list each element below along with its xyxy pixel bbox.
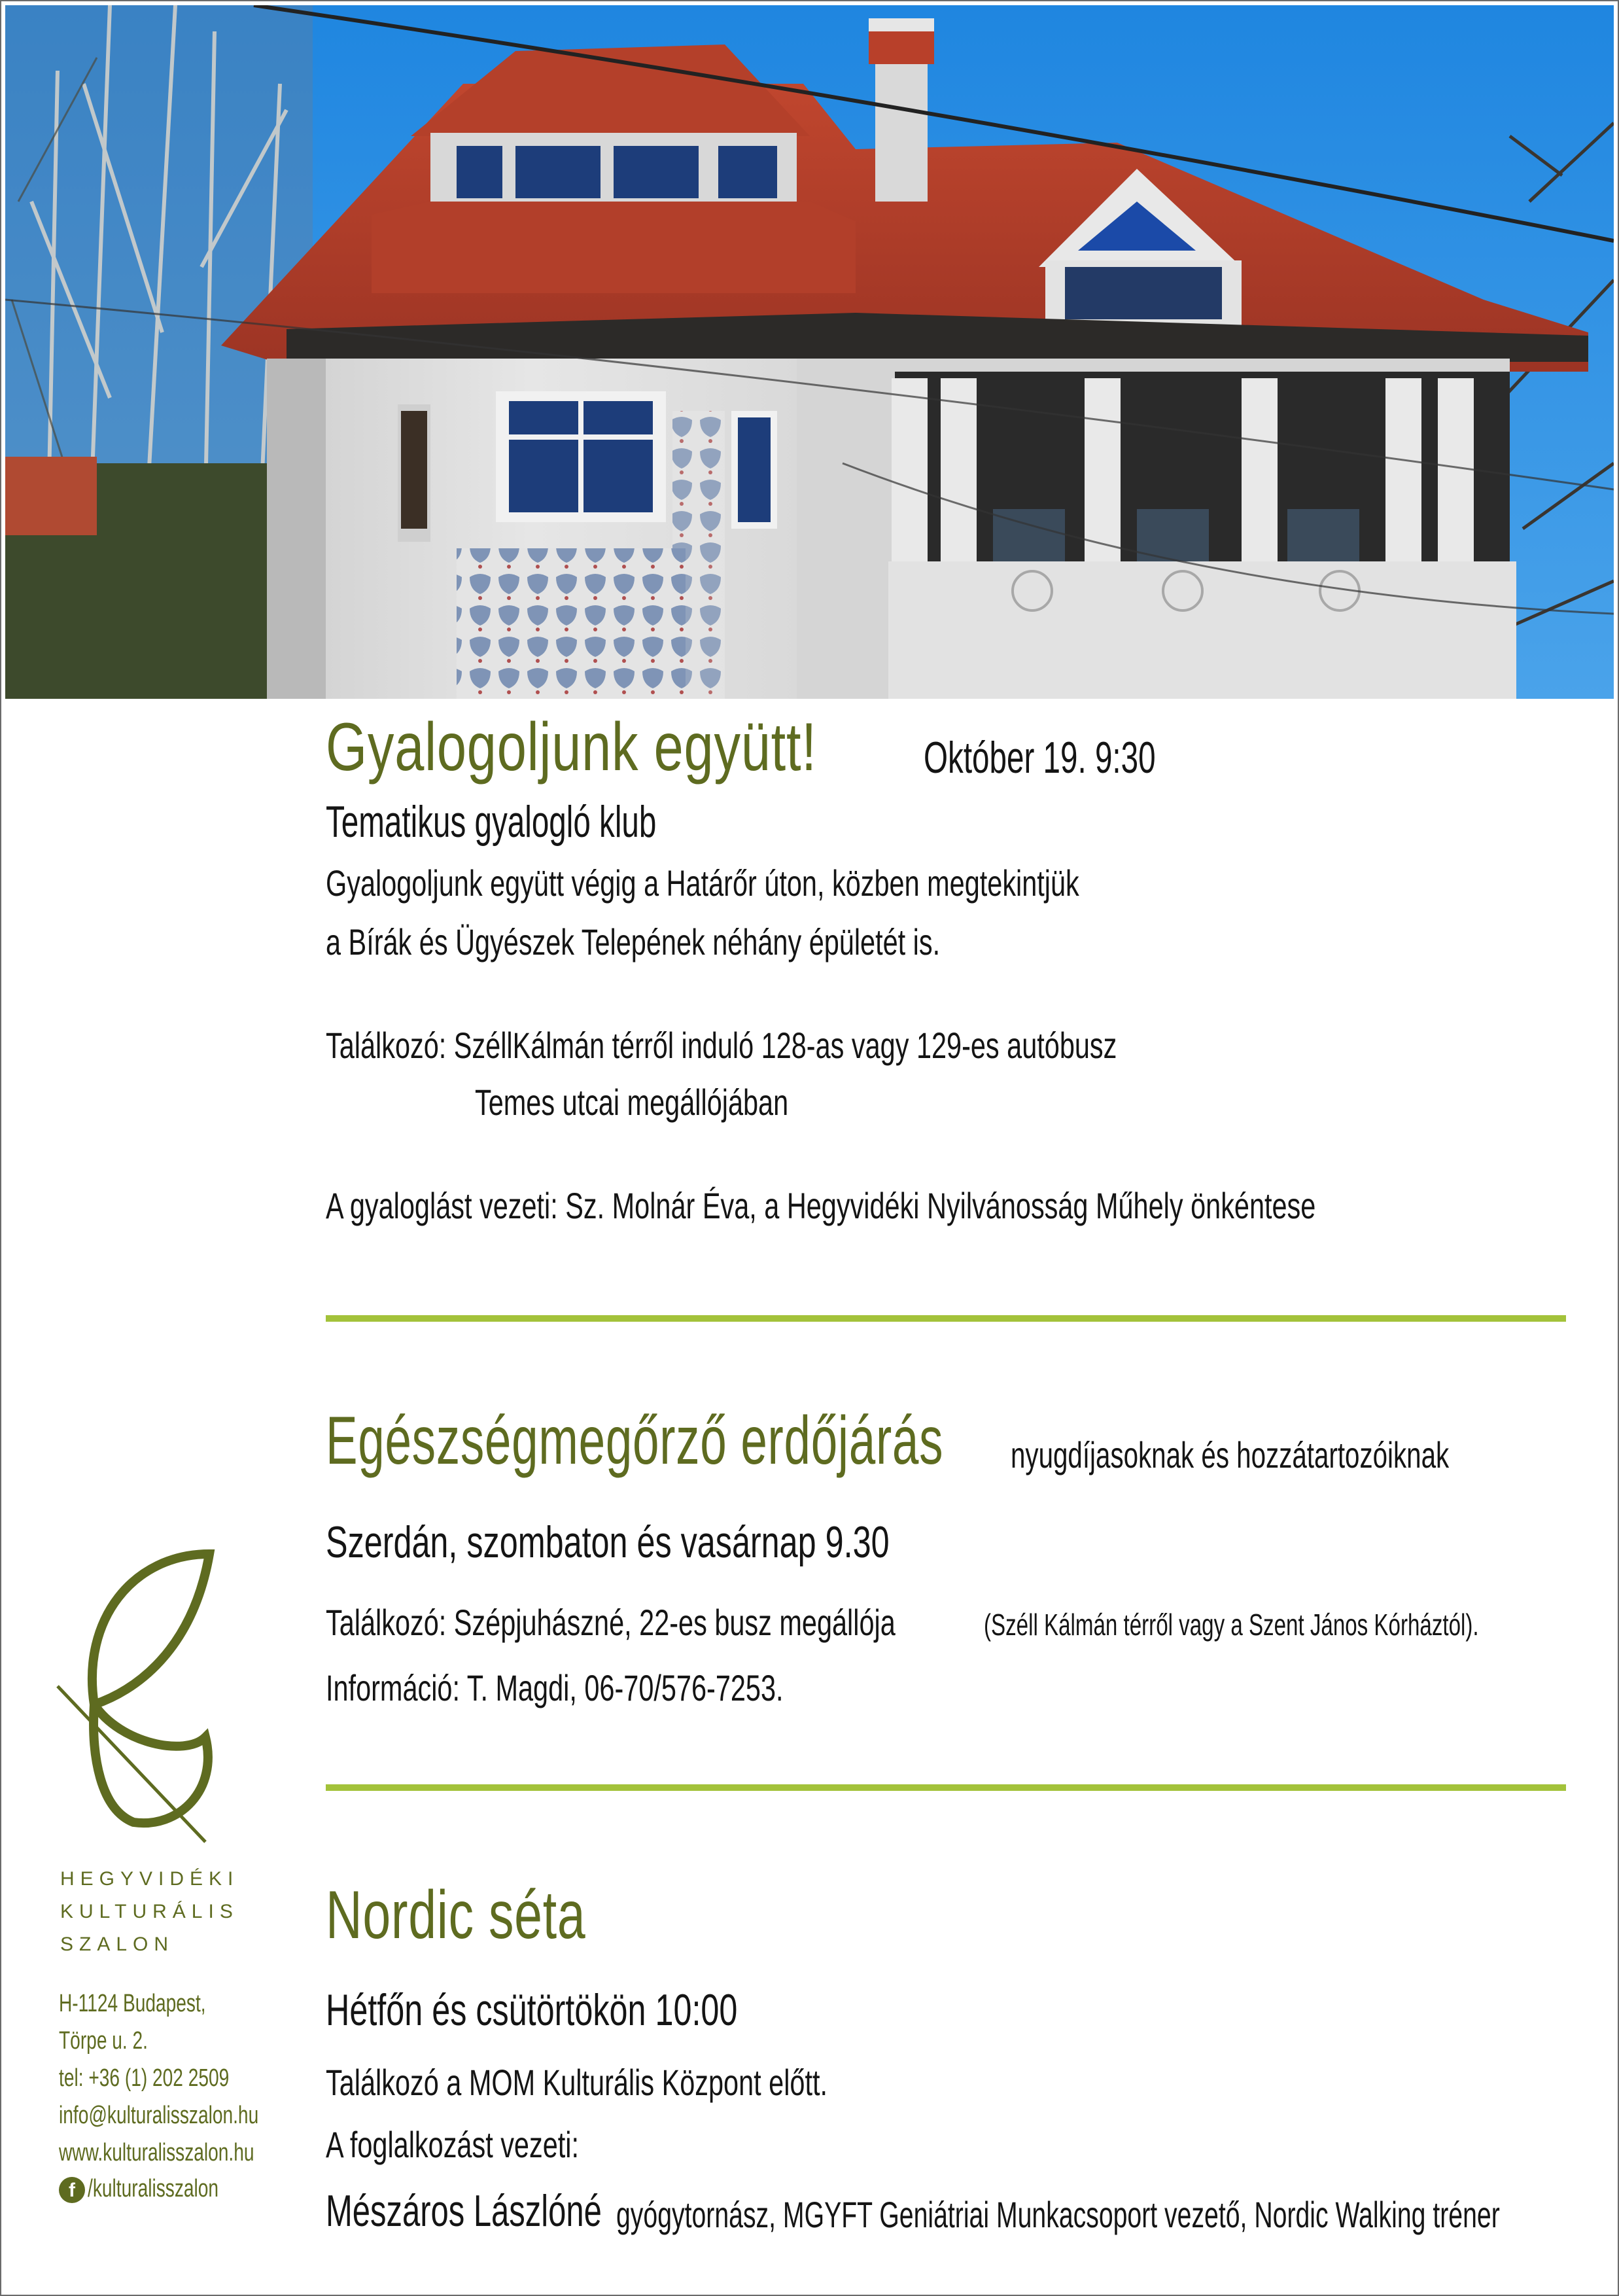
event3-meeting: Találkozó a MOM Kulturális Központ előtt. bbox=[326, 2062, 827, 2103]
event3-leader-role: gyógytornász, MGYFT Geniátriai Munkacsoport vezető, Nordic Walking tréner bbox=[616, 2194, 1500, 2235]
event2-title: Egészségmegőrző erdőjárás bbox=[326, 1403, 944, 1479]
org-facebook[interactable] bbox=[59, 2176, 264, 2203]
org-address-line1: H-1124 Budapest, bbox=[59, 1990, 206, 2017]
event1-meeting-line2: Temes utcai megállójában bbox=[475, 1082, 789, 1123]
event2-meeting-note: (Széll Kálmán térről vagy a Szent János Kórháztól). bbox=[984, 1608, 1479, 1642]
event2-audience: nyugdíjasoknak és hozzátartozóiknak bbox=[1011, 1434, 1450, 1475]
event1-description-line2: a Bírák és Ügyészek Telepének néhány épületét is. bbox=[326, 921, 941, 963]
event3-title: Nordic séta bbox=[326, 1877, 586, 1953]
event1-subtitle: Tematikus gyalogló klub bbox=[326, 797, 657, 847]
org-email[interactable]: info@kulturalisszalon.hu bbox=[59, 2102, 259, 2129]
event2-info: Információ: T. Magdi, 06-70/576-7253. bbox=[326, 1667, 784, 1708]
event1-title: Gyalogoljunk együtt! bbox=[326, 709, 817, 785]
event3-schedule: Hétfőn és csütörtökön 10:00 bbox=[326, 1985, 738, 2035]
divider-2 bbox=[326, 1784, 1566, 1791]
org-name-line2: KULTURÁLIS bbox=[60, 1901, 239, 1922]
hegyvideki-logo bbox=[55, 1541, 225, 1852]
event2-schedule: Szerdán, szombaton és vasárnap 9.30 bbox=[326, 1517, 890, 1567]
org-phone: tel: +36 (1) 202 2509 bbox=[59, 2064, 230, 2092]
divider-1 bbox=[326, 1315, 1566, 1322]
event1-date: Október 19. 9:30 bbox=[924, 733, 1156, 783]
org-name-line3: SZALON bbox=[60, 1934, 175, 1955]
event3-leader-label: A foglalkozást vezeti: bbox=[326, 2124, 579, 2165]
event1-leader: A gyaloglást vezeti: Sz. Molnár Éva, a Hegyvidéki Nyilvánosság Műhely önkéntese bbox=[326, 1185, 1316, 1226]
org-website[interactable]: www.kulturalisszalon.hu bbox=[59, 2139, 254, 2166]
villa-photo bbox=[5, 5, 1614, 699]
org-name-line1: HEGYVIDÉKI bbox=[60, 1868, 239, 1890]
org-facebook-handle[interactable]: /kulturalisszalon bbox=[88, 2175, 219, 2202]
event3-leader-name: Mészáros Lászlóné bbox=[326, 2186, 602, 2236]
event1-heading bbox=[326, 709, 1156, 785]
event2-meeting: Találkozó: Szépjuhászné, 22-es busz megállója bbox=[326, 1602, 896, 1643]
org-address-line2: Törpe u. 2. bbox=[59, 2027, 148, 2055]
event1-description-line1: Gyalogoljunk együtt végig a Határőr úton, közben megtekintjük bbox=[326, 862, 1079, 904]
facebook-icon: f bbox=[59, 2177, 85, 2203]
event1-meeting-line1: Találkozó: SzéllKálmán térről induló 128-as vagy 129-es autóbusz bbox=[326, 1025, 1117, 1066]
